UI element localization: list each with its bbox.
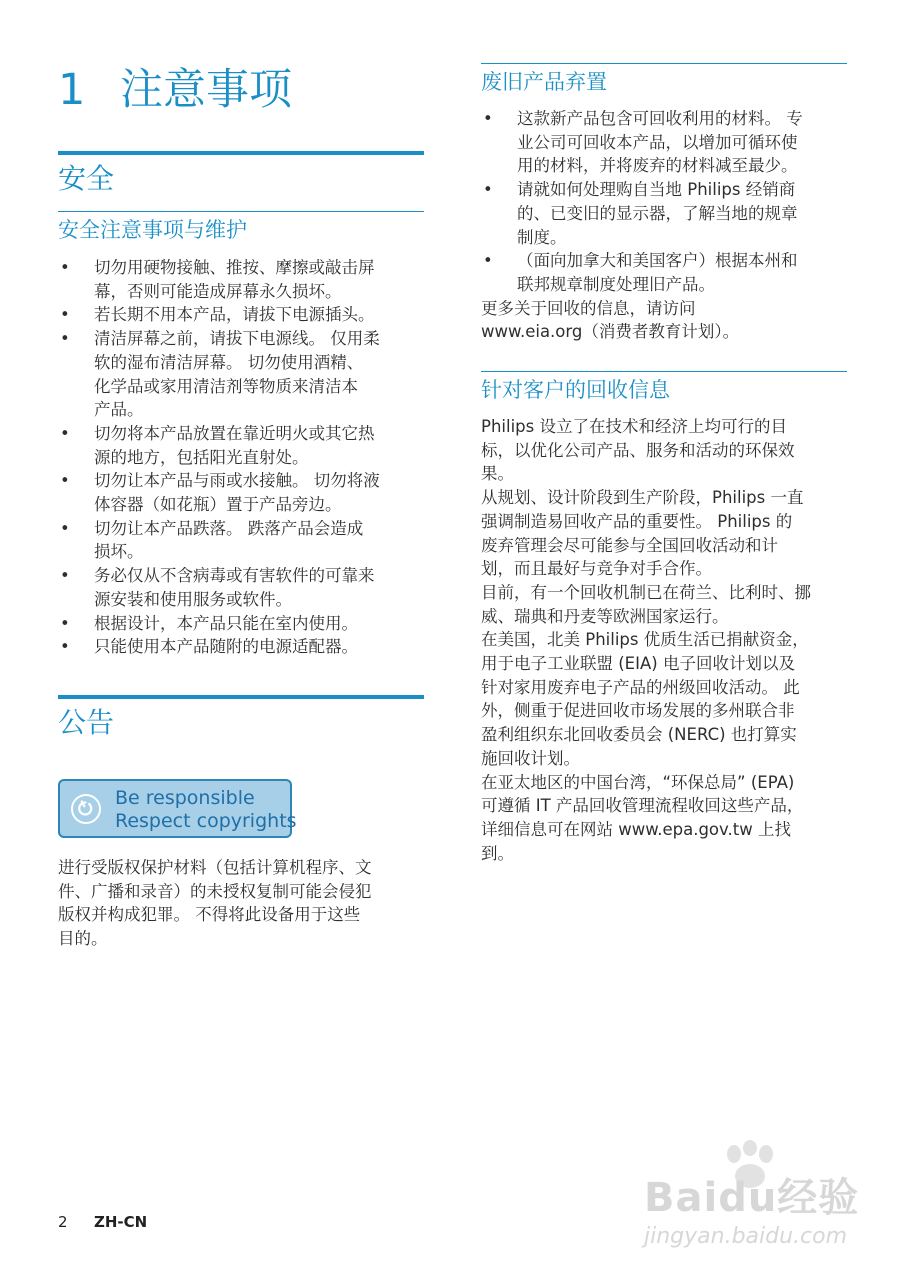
section-disposal-heading (481, 63, 847, 97)
text-line: • 若长期不用本产品，请拔下电源插头。 (94, 305, 375, 325)
text-line: • 请就如何处理购自当地 Philips 经销商 (517, 180, 796, 200)
list-item (58, 303, 424, 327)
care-list-wrap (58, 256, 424, 659)
care-list (58, 256, 424, 659)
text-line: 联邦规章制度处理旧产品。 (517, 274, 715, 294)
text-line: 威、瑞典和丹麦等欧洲国家运行。 (481, 606, 729, 626)
text-line: 化学品或家用清洁剂等物质来清洁本 (94, 376, 358, 396)
text-line: 损坏。 (94, 542, 144, 562)
subsection-rule (481, 63, 847, 64)
text-line: • 切勿让本产品与雨或水接触。 切勿将液 (94, 471, 380, 491)
text-line: 在美国，北美 Philips 优质生活已捐献资金， (481, 630, 809, 650)
text-line: 外，侧重于促进回收市场发展的多州联合非 (481, 701, 795, 721)
section-recycling-heading (481, 371, 847, 405)
text-line: • 切勿用硬物接触、推按、摩擦或敲击屏 (94, 258, 375, 277)
list-item (58, 422, 424, 469)
subsection-rule (481, 371, 847, 372)
subsection-rule (58, 211, 424, 212)
text-line: • 只能使用本产品随附的电源适配器。 (94, 637, 358, 657)
section-notice-title: 公告 (58, 706, 115, 739)
text-line: www.eia.org（消费者教育计划）。 (481, 322, 740, 342)
power-logo-icon (71, 794, 101, 824)
text-line: 盈利组织东北回收委员会 (NERC) 也打算实 (481, 725, 797, 745)
text-line: • 切勿将本产品放置在靠近明火或其它热 (94, 423, 375, 443)
chapter-heading (58, 64, 292, 116)
list-item (481, 249, 847, 296)
subsection-care-title: 安全注意事项与维护 (58, 218, 247, 242)
section-disposal-title: 废旧产品弃置 (481, 70, 607, 94)
text-line: • 这款新产品包含可回收利用的材料。 专 (517, 109, 803, 128)
text-line: 软的湿布清洁屏幕。 切勿使用酒精、 (94, 352, 364, 372)
watermark-url: jingyan.baidu.com (644, 1224, 848, 1249)
text-line: 在亚太地区的中国台湾，“环保总局” (EPA) (481, 772, 795, 792)
text-line: • 清洁屏幕之前，请拔下电源线。 仅用柔 (94, 329, 380, 349)
subsection-care-heading (58, 211, 424, 245)
text-line: • 根据设计，本产品只能在室内使用。 (94, 613, 358, 633)
page-footer (58, 1213, 147, 1231)
text-line: 可遵循 IT 产品回收管理流程收回这些产品， (481, 796, 804, 816)
chapter-number: 1 (58, 65, 86, 115)
text-line: 件、广播和录音）的未授权复制可能会侵犯 (58, 881, 372, 901)
text-line: 划，而且最好与竞争对手合作。 (481, 559, 712, 579)
text-line: 业公司可回收本产品，以增加可循环使 (517, 132, 798, 152)
list-item (58, 256, 424, 303)
text-line: 目前，有一个回收机制已在荷兰、比利时、挪 (481, 582, 811, 602)
list-item (58, 564, 424, 611)
text-line: 废弃管理会尽可能参与全国回收活动和计 (481, 535, 778, 555)
disposal-wrap (481, 107, 847, 344)
text-line: 到。 (481, 843, 514, 863)
section-notice-heading (58, 695, 424, 741)
text-line: 的、已变旧的显示器，了解当地的规章 (517, 203, 798, 223)
section-rule (58, 695, 424, 699)
section-safety-title: 安全 (58, 162, 115, 195)
page-number: 2 (58, 1213, 68, 1231)
text-line: 版权并构成犯罪。 不得将此设备用于这些 (58, 905, 361, 925)
list-item (481, 107, 847, 178)
text-line: 目的。 (58, 929, 108, 949)
badge-line2: Respect copyrights (115, 810, 297, 832)
text-line: 强调制造易回收产品的重要性。 Philips 的 (481, 511, 793, 531)
text-line: 果。 (481, 464, 514, 484)
text-line: 针对家用废弃电子产品的州级回收活动。 此 (481, 677, 800, 697)
section-safety-heading (58, 151, 424, 197)
list-item (58, 327, 424, 422)
watermark-brand: Baidu经验 (644, 1175, 860, 1221)
disposal-more-info (481, 297, 847, 344)
section-rule (58, 151, 424, 155)
text-line: 产品。 (94, 400, 144, 420)
text-line: 施回收计划。 (481, 748, 580, 768)
baidu-watermark (640, 1140, 870, 1265)
text-line: • 务必仅从不含病毒或有害软件的可靠来 (94, 566, 375, 586)
list-item (58, 469, 424, 516)
text-line: 幕，否则可能造成屏幕永久损坏。 (94, 281, 342, 301)
disposal-list (481, 107, 847, 297)
text-line: • （面向加拿大和美国客户）根据本州和 (517, 251, 798, 271)
text-line: Philips 设立了在技术和经济上均可行的目 (481, 417, 787, 436)
text-line: 从规划、设计阶段到生产阶段，Philips 一直 (481, 488, 804, 508)
recycling-text (481, 415, 847, 865)
text-line: 用的材料，并将废弃的材料减至最少。 (517, 156, 798, 176)
text-line: • 切勿让本产品跌落。 跌落产品会造成 (94, 518, 364, 538)
list-item (58, 635, 424, 659)
chapter-title: 注意事项 (120, 65, 292, 115)
text-line: 详细信息可在网站 www.epa.gov.tw 上找 (481, 819, 791, 839)
list-item (481, 178, 847, 249)
language-code: ZH-CN (94, 1213, 148, 1231)
text-line: 进行受版权保护材料（包括计算机程序、文 (58, 858, 372, 877)
badge-line1: Be responsible (115, 787, 255, 809)
text-line: 更多关于回收的信息，请访问 (481, 298, 696, 318)
text-line: 源的地方，包括阳光直射处。 (94, 447, 309, 467)
respect-copyrights-badge (58, 779, 297, 838)
list-item (58, 517, 424, 564)
text-line: 用于电子工业联盟 (EIA) 电子回收计划以及 (481, 654, 795, 674)
text-line: 制度。 (517, 227, 567, 247)
section-recycling-title: 针对客户的回收信息 (481, 378, 670, 402)
notice-text (58, 856, 424, 951)
text-line: 标，以优化公司产品、服务和活动的环保效 (481, 440, 795, 460)
text-line: 源安装和使用服务或软件。 (94, 589, 292, 609)
text-line: 体容器（如花瓶）置于产品旁边。 (94, 495, 342, 515)
list-item (58, 612, 424, 636)
